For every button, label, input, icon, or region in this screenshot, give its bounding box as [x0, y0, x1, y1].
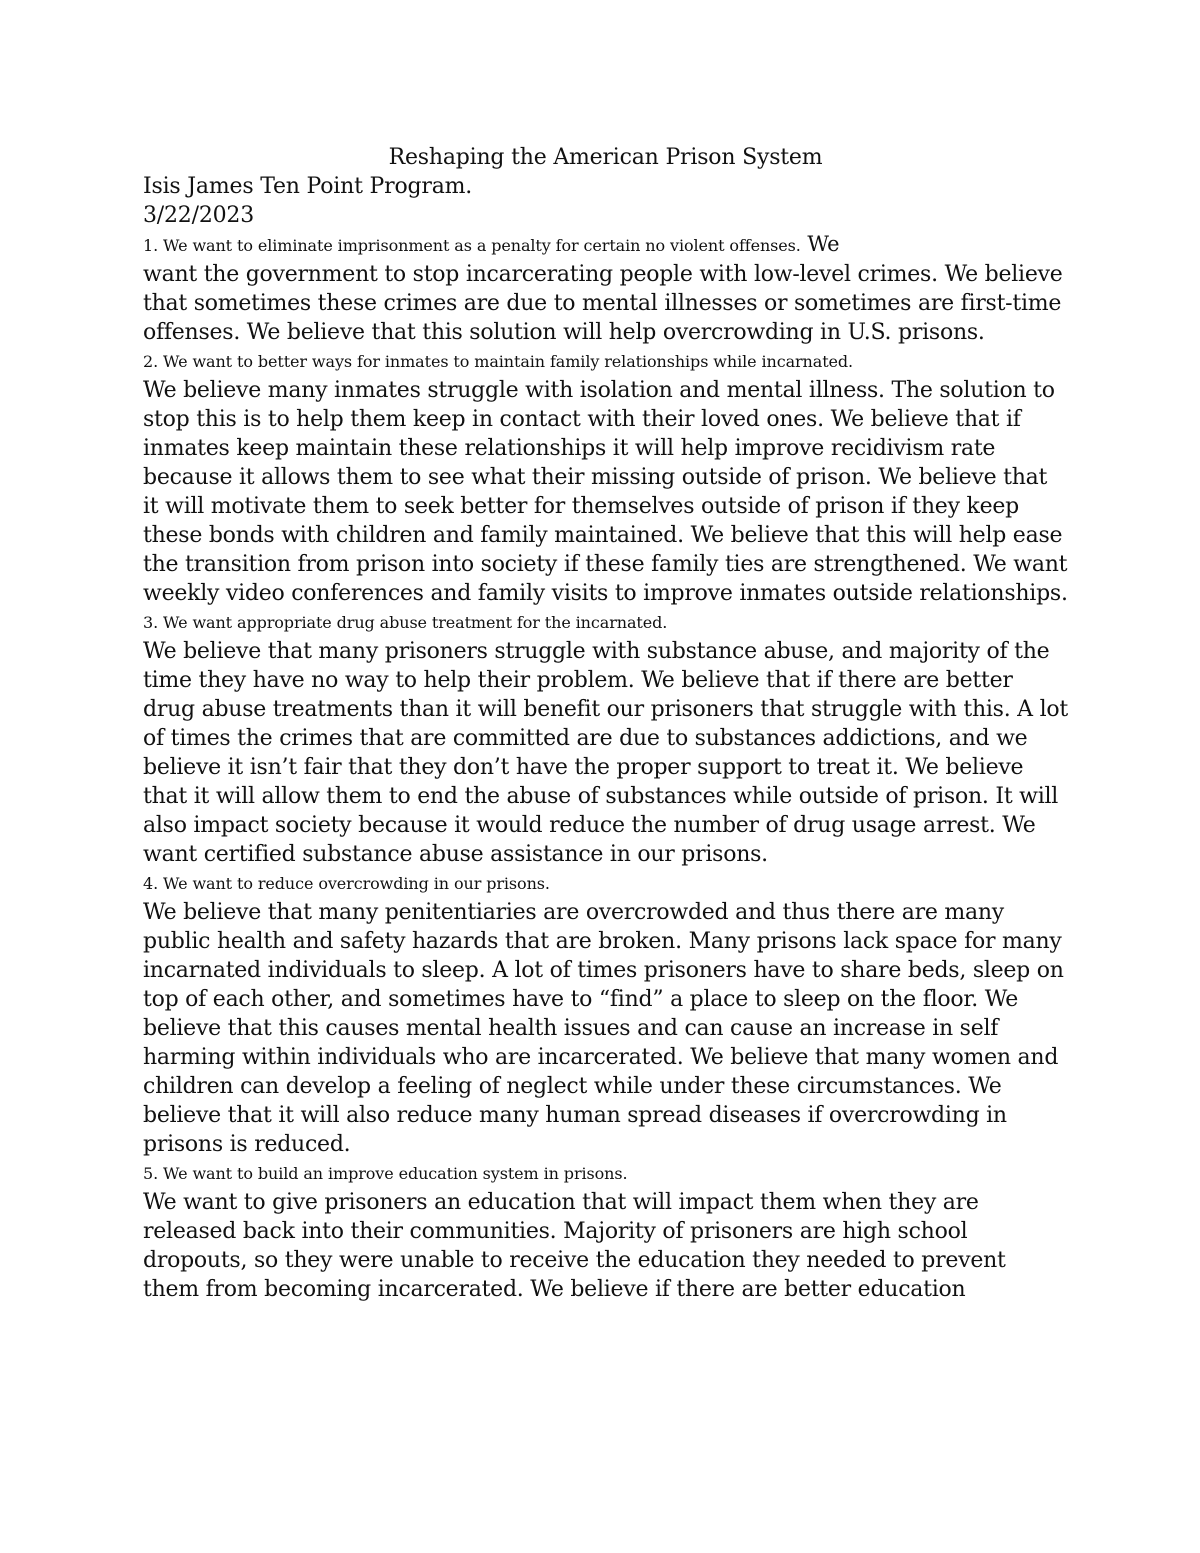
point-body: We believe that many penitentiaries are overcrowded and thus there are many public health and safety hazards that are broken. Many prisons lack space for many incarnated individuals to sleep. A lot of times prisoners have to share beds, sleep on top of each other, and sometimes have to “find” a place to sleep on the floor. We believe that this causes mental health issues and can cause an increase in self harming within individuals who are incarcerated. We believe that many women and children can develop a feeling of neglect while under these circumstances. We believe that it will also reduce many human spread diseases if overcrowding in prisons is reduced. [143, 900, 1064, 1157]
document-content [143, 143, 1068, 1304]
point-heading-text: 1. We want to eliminate imprisonment as a penalty for certain no violent offenses. [143, 236, 801, 255]
point-body: We believe many inmates struggle with isolation and mental illness. The solution to stop this is to help them keep in contact with their loved ones. We believe that if inmates keep maintain these relationships it will help improve recidivism rate because it allows them to see what their missing outside of prison. We believe that it will motivate them to seek better for themselves outside of prison if they keep these bonds with children and family maintained. We believe that this will help ease the transition from prison into society if these family ties are strengthened. We want weekly video conferences and family visits to improve inmates outside relationships. [143, 378, 1068, 606]
point-heading-tail: We [800, 232, 840, 256]
point-heading [143, 230, 1068, 260]
document-subtitle: Isis James Ten Point Program. [143, 174, 473, 199]
point-2 [143, 347, 1068, 608]
point-heading: 2. We want to better ways for inmates to maintain family relationships while incarnated. [143, 352, 854, 371]
point-heading: 4. We want to reduce overcrowding in our prisons. [143, 874, 550, 893]
point-3 [143, 608, 1068, 869]
point-body: We want to give prisoners an education that will impact them when they are released back into their communities. Majority of prisoners are high school dropouts, so they were unable to receive the education they needed to prevent them from becoming incarcerated. We believe if there are better education [143, 1190, 1006, 1302]
point-1 [143, 230, 1068, 347]
point-heading: 3. We want appropriate drug abuse treatment for the incarnated. [143, 613, 668, 632]
document-title: Reshaping the American Prison System [388, 145, 823, 170]
point-body: We believe that many prisoners struggle with substance abuse, and majority of the time they have no way to help their problem. We believe that if there are better drug abuse treatments than it will benefit our prisoners that struggle with this. A lot of times the crimes that are committed are due to substances addictions, and we believe it isn’t fair that they don’t have the proper support to treat it. We believe that it will allow them to end the abuse of substances while outside of prison. It will also impact society because it would reduce the number of drug usage arrest. We want certified substance abuse assistance in our prisons. [143, 639, 1068, 867]
point-4 [143, 869, 1068, 1159]
point-heading: 5. We want to build an improve education system in prisons. [143, 1164, 628, 1183]
point-5 [143, 1159, 1068, 1304]
point-body: want the government to stop incarcerating people with low-level crimes. We believe that sometimes these crimes are due to mental illnesses or sometimes are first-time offenses. We believe that this solution will help overcrowding in U.S. prisons. [143, 262, 1063, 345]
document-date: 3/22/2023 [143, 203, 255, 228]
